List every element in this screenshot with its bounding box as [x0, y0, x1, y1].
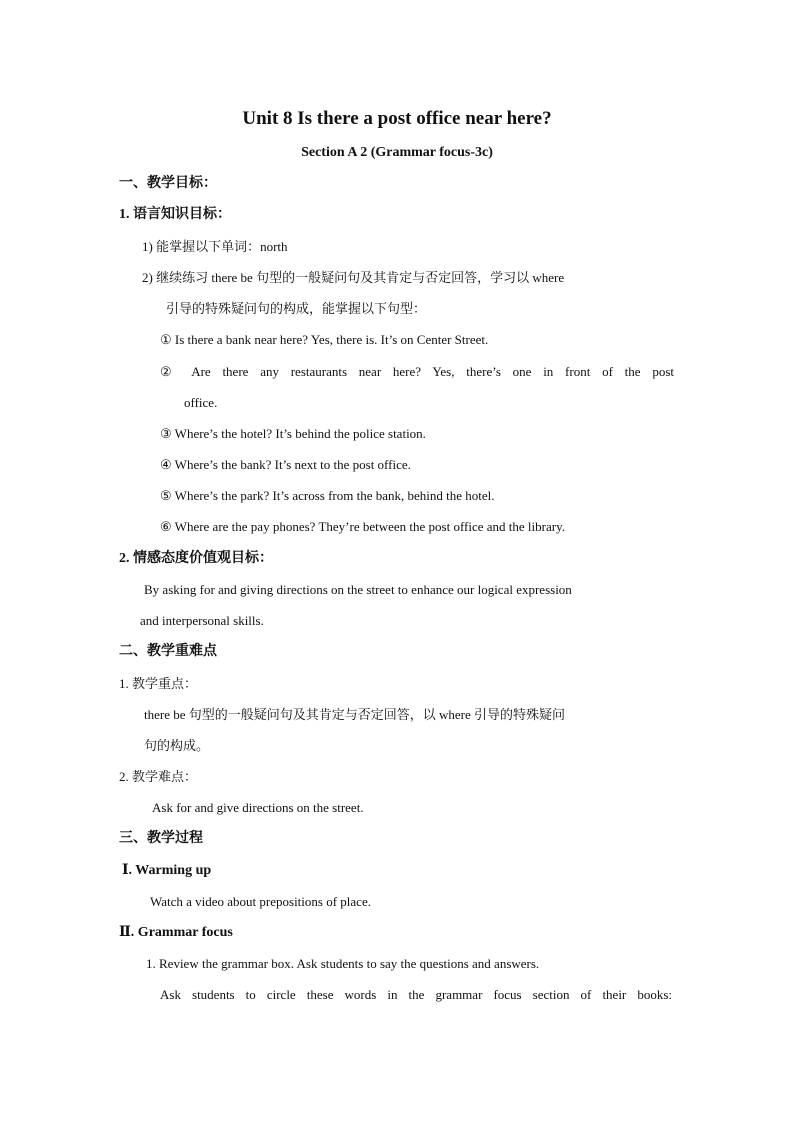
subheading-key-point: 1. 教学重点： — [119, 676, 198, 691]
sentence-item: ② Are there any restaurants near here? Yes, there’s one in front of the post — [160, 364, 674, 379]
step-heading-warming-up: Ⅰ. Warming up — [122, 863, 212, 878]
section-heading-key-points: 二、教学重难点 — [119, 644, 217, 659]
sentence-item: ⑥ Where are the pay phones? They’re between the post office and the library. — [160, 519, 565, 534]
sentence-item: ③ Where’s the hotel? It’s behind the police station. — [160, 426, 426, 441]
paragraph-line: Ask for and give directions on the street. — [152, 800, 364, 815]
sentence-item-continuation: office. — [184, 395, 218, 410]
subheading-affective-goals: 2. 情感态度价值观目标： — [119, 551, 273, 566]
page-subtitle: Section A 2 (Grammar focus-3c) — [301, 145, 493, 160]
paragraph-line: and interpersonal skills. — [140, 613, 264, 628]
list-item: 1) 能掌握以下单词：north — [142, 239, 288, 254]
sentence-item: ⑤ Where’s the park? It’s across from the bank, behind the hotel. — [160, 488, 495, 503]
paragraph-line: there be 句型的一般疑问句及其肯定与否定回答，以 where 引导的特殊疑问 — [144, 707, 566, 722]
paragraph-line: Watch a video about prepositions of place. — [150, 894, 371, 909]
sentence-item: ① Is there a bank near here? Yes, there is. It’s on Center Street. — [160, 332, 489, 347]
step-heading-grammar-focus: Ⅱ. Grammar focus — [119, 925, 233, 940]
subheading-difficult-point: 2. 教学难点： — [119, 769, 198, 784]
subheading-language-goals: 1. 语言知识目标： — [119, 207, 231, 222]
page-title: Unit 8 Is there a post office near here? — [242, 108, 552, 129]
paragraph-line: 1. Review the grammar box. Ask students to say the questions and answers. — [146, 956, 540, 971]
paragraph-line: 句的构成。 — [144, 738, 210, 753]
sentence-item: ④ Where’s the bank? It’s next to the post office. — [160, 457, 411, 472]
section-heading-procedure: 三、教学过程 — [119, 831, 203, 846]
list-item-continuation: 引导的特殊疑问句的构成，能掌握以下句型： — [166, 301, 427, 316]
paragraph-line: Ask students to circle these words in the grammar focus section of their books: — [160, 987, 672, 1002]
section-heading-objectives: 一、教学目标： — [119, 176, 217, 191]
paragraph-line: By asking for and giving directions on the street to enhance our logical expression — [144, 582, 572, 597]
list-item: 2) 继续练习 there be 句型的一般疑问句及其肯定与否定回答，学习以 where — [142, 270, 565, 285]
